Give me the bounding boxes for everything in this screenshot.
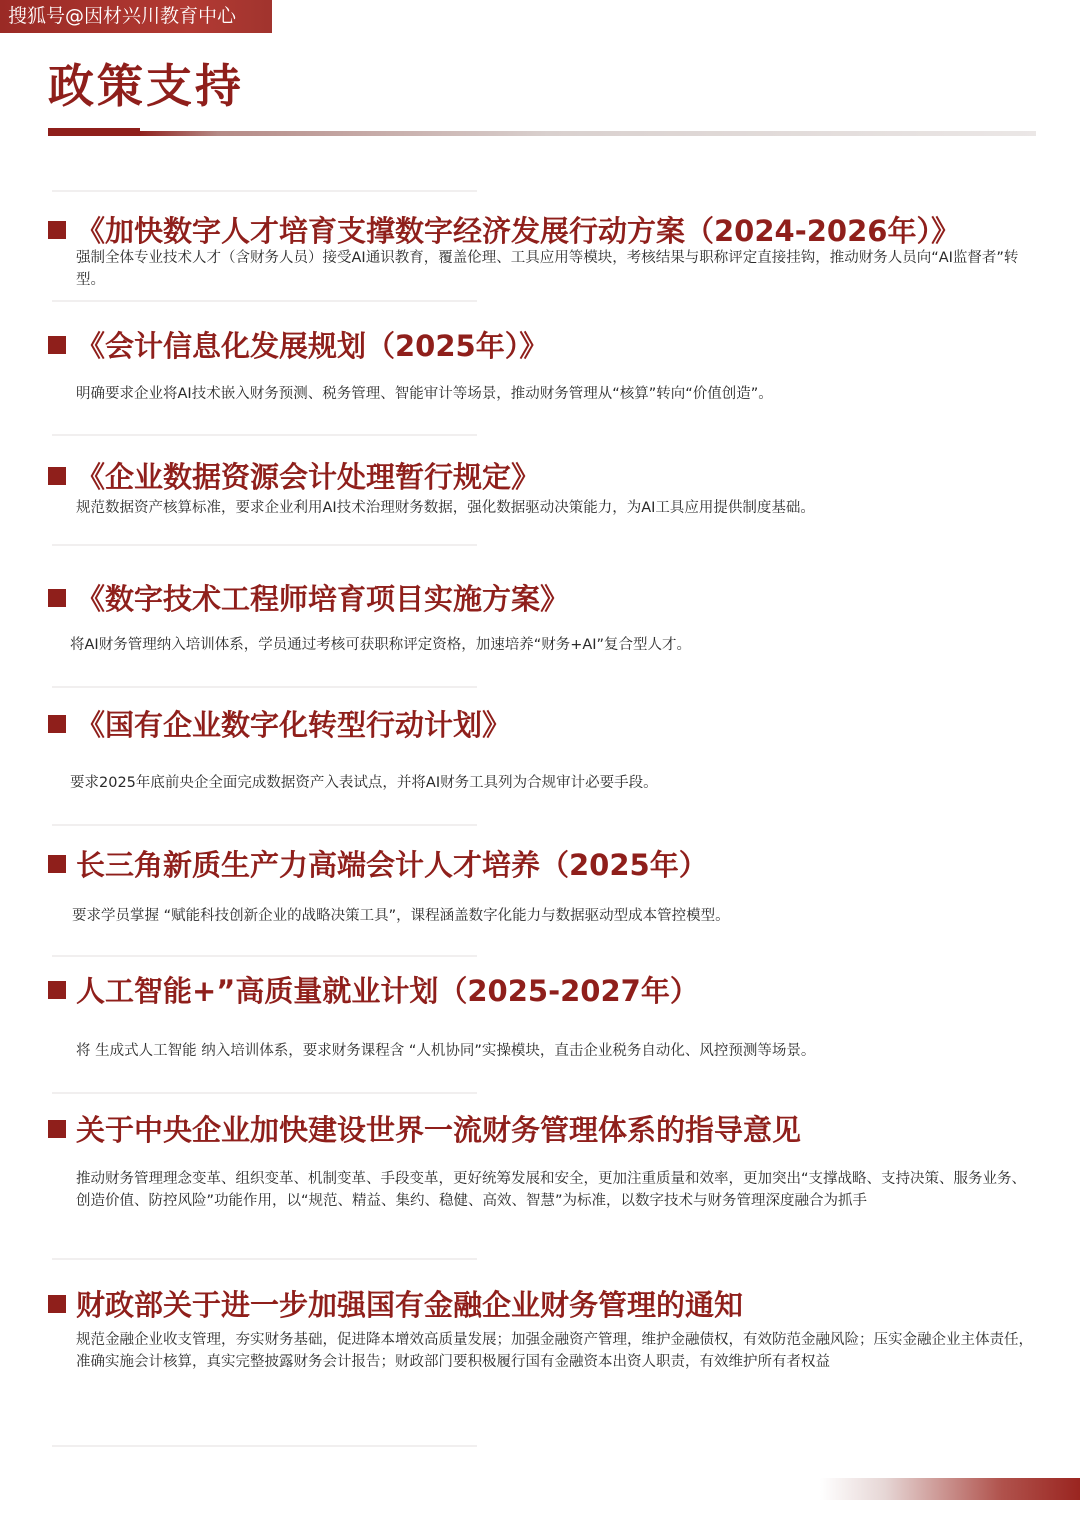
policy-title: 《国有企业数字化转型行动计划》 bbox=[76, 708, 512, 742]
square-bullet-icon bbox=[48, 589, 66, 607]
policy-description: 强制全体专业技术人才（含财务人员）接受AI通识教育，覆盖伦理、工具应用等模块，考核结果与职称评定直接挂钩，推动财务人员向“AI监督者”转型。 bbox=[76, 250, 1019, 288]
section-separator bbox=[52, 955, 477, 957]
section-separator bbox=[52, 300, 477, 302]
policy-title: 《加快数字人才培育支撑数字经济发展行动方案（2024-2026年）》 bbox=[76, 214, 960, 248]
policy-title: 长三角新质生产力高端会计人才培养（2025年） bbox=[76, 848, 708, 882]
policy-title: 财政部关于进一步加强国有金融企业财务管理的通知 bbox=[76, 1288, 744, 1322]
policy-title: 《数字技术工程师培育项目实施方案》 bbox=[76, 582, 570, 616]
title-divider-accent bbox=[48, 128, 140, 136]
policy-heading bbox=[48, 327, 548, 365]
policy-heading bbox=[48, 580, 569, 618]
policy-heading bbox=[48, 846, 708, 884]
section-separator bbox=[52, 824, 477, 826]
section-separator bbox=[52, 190, 477, 192]
watermark: 搜狐号@因材兴川教育中心 bbox=[0, 0, 272, 33]
square-bullet-icon bbox=[48, 855, 66, 873]
policy-description: 明确要求企业将AI技术嵌入财务预测、税务管理、智能审计等场景，推动财务管理从“核算”转向“价值创造”。 bbox=[76, 386, 773, 402]
square-bullet-icon bbox=[48, 1120, 66, 1138]
policy-title: 人工智能+”高质量就业计划（2025-2027年） bbox=[76, 974, 699, 1008]
policy-title: 《企业数据资源会计处理暂行规定》 bbox=[76, 460, 541, 494]
policy-description: 规范数据资产核算标准，要求企业利用AI技术治理财务数据，强化数据驱动决策能力，为AI工具应用提供制度基础。 bbox=[76, 500, 815, 516]
square-bullet-icon bbox=[48, 221, 66, 239]
page-title: 政策支持 bbox=[48, 59, 244, 113]
square-bullet-icon bbox=[48, 467, 66, 485]
policy-description: 将AI财务管理纳入培训体系，学员通过考核可获职称评定资格，加速培养“财务+AI”复合型人才。 bbox=[70, 637, 692, 653]
square-bullet-icon bbox=[48, 336, 66, 354]
policy-heading bbox=[48, 458, 540, 496]
section-separator bbox=[52, 544, 477, 546]
policy-title: 《会计信息化发展规划（2025年）》 bbox=[76, 329, 549, 363]
section-separator bbox=[52, 686, 477, 688]
section-separator bbox=[52, 1445, 477, 1447]
square-bullet-icon bbox=[48, 981, 66, 999]
policy-heading bbox=[48, 972, 699, 1010]
policy-title: 关于中央企业加快建设世界一流财务管理体系的指导意见 bbox=[76, 1113, 802, 1147]
square-bullet-icon bbox=[48, 1295, 66, 1313]
policy-description: 规范金融企业收支管理，夯实财务基础，促进降本增效高质量发展；加强金融资产管理，维护金融债权，有效防范金融风险；压实金融企业主体责任，准确实施会计核算，真实完整披露财务会计报告；财政部门要积极履行国有金融资本出资人职责，有效维护所有者权益 bbox=[76, 1332, 1033, 1370]
policy-heading bbox=[48, 212, 960, 250]
policy-heading bbox=[48, 706, 511, 744]
policy-description: 推动财务管理理念变革、组织变革、机制变革、手段变革，更好统筹发展和安全，更加注重质量和效率，更加突出“支撑战略、支持决策、服务业务、创造价值、防控风险”功能作用，以“规范、精益、集约、稳健、高效、智慧”为标准，以数字技术与财务管理深度融合为抓手 bbox=[76, 1171, 1027, 1209]
title-divider bbox=[48, 131, 1036, 136]
section-separator bbox=[52, 434, 477, 436]
policy-heading bbox=[48, 1286, 743, 1324]
policy-description: 要求学员掌握 “赋能科技创新企业的战略决策工具”，课程涵盖数字化能力与数据驱动型成本管控模型。 bbox=[72, 908, 730, 924]
policy-description: 要求2025年底前央企全面完成数据资产入表试点，并将AI财务工具列为合规审计必要手段。 bbox=[70, 775, 658, 791]
square-bullet-icon bbox=[48, 715, 66, 733]
decorative-corner-bar bbox=[820, 1478, 1080, 1500]
policy-heading bbox=[48, 1111, 801, 1149]
section-separator bbox=[52, 1092, 477, 1094]
policy-description: 将 生成式人工智能 纳入培训体系，要求财务课程含 “人机协同”实操模块，直击企业税务自动化、风控预测等场景。 bbox=[76, 1043, 816, 1059]
section-separator bbox=[52, 1258, 477, 1260]
